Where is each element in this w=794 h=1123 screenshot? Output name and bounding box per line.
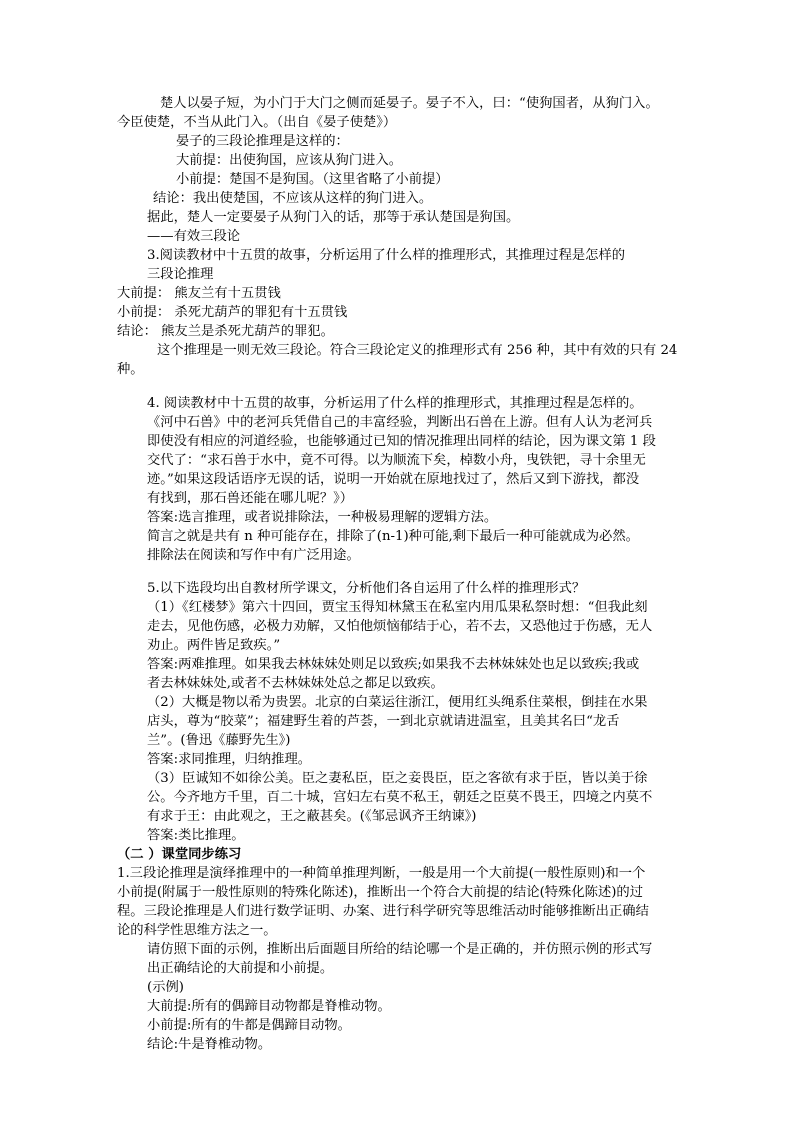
text-line: 这个推理是一则无效三段论。符合三段论定义的推理形式有 256 种，其中有效的只有 24: [157, 343, 678, 358]
text-line: （3）臣诚知不如徐公美。臣之妻私臣，臣之妾畏臣，臣之客欲有求于臣，皆以美于徐: [147, 771, 648, 786]
answer: 答案:类比推理。: [147, 828, 245, 843]
answer: 答案:求同推理，归纳推理。: [147, 752, 312, 767]
minor-premise: 小前提： 杀死尤葫芦的罪犯有十五贯钱: [117, 305, 348, 320]
text-line: 《河中石兽》中的老河兵凭借自己的丰富经验，判断出石兽在上游。但有人认为老河兵: [147, 415, 653, 430]
conclusion: 结论：我出使楚国，不应该从这样的狗门进入。: [153, 191, 433, 206]
answer: 答案:选言推理，或者说排除法，一种极易理解的逻辑方法。: [147, 510, 498, 525]
text-line: 简言之就是共有 n 种可能存在，排除了(n-1)种可能,剩下最后一种可能就成为必然。: [147, 529, 639, 544]
text-line: 走去，见他伤感，必极力劝解，又怕他烦恼郁结于心，若不去，又恐他过于伤感，无人: [147, 619, 653, 634]
text-line: 楚人以晏子短，为小门于大门之侧而延晏子。晏子不入，曰：“使狗国者，从狗门入。: [160, 96, 659, 111]
text-line: 小前提(附属于一般性原则的特殊化陈述)，推断出一个符合大前提的结论(特殊化陈述)的过: [117, 885, 644, 900]
question-4: 4. 阅读教材中十五贯的故事，分析运用了什么样的推理形式，其推理过程是怎样的。: [147, 396, 643, 411]
text-line: 据此，楚人一定要晏子从狗门入的话，那等于承认楚国是狗国。: [147, 210, 520, 225]
major-premise: 大前提：出使狗国，应该从狗门进入。: [176, 153, 403, 168]
conclusion: 结论:牛是脊椎动物。: [147, 1037, 272, 1052]
text-line: 请仿照下面的示例，推断出后面题目所给的结论哪一个是正确的，并仿照示例的形式写: [147, 942, 653, 957]
text-line: 有求于王：由此观之，王之蔽甚矣。(《邹忌讽齐王纳谏》): [147, 809, 477, 824]
text-line: 公。今齐地方千里，百二十城，宫妇左右莫不私王，朝廷之臣莫不畏王，四境之内莫不: [147, 790, 653, 805]
text-line: 迹。”如果这段话语序无误的话，说明一开始就在原地找过了，然后又到下游找，都没: [147, 472, 640, 487]
answer: 答案:两难推理。如果我去林妹妹处则足以致疾;如果我不去林妹妹处也足以致疾;我或: [147, 657, 640, 672]
text-line: 即使没有相应的河道经验，也能够通过已知的情况推理出同样的结论，因为课文第 1 段: [147, 434, 656, 449]
question-5: 5.以下选段均出自教材所学课文，分析他们各自运用了什么样的推理形式？: [147, 581, 586, 596]
text-line: （1）《红楼梦》第六十四回，贾宝玉得知林黛玉在私室内用瓜果私祭时想：“但我此刻: [147, 600, 648, 615]
text-line: 兰”。(鲁迅《藤野先生》): [147, 733, 291, 748]
text-line: ——有效三段论: [147, 229, 241, 244]
major-premise: 大前提:所有的偶蹄目动物都是脊椎动物。: [147, 999, 391, 1014]
major-premise: 大前提： 熊友兰有十五贯钱: [117, 286, 281, 301]
text-line: 三段论推理: [147, 267, 214, 282]
text-line: 程。三段论推理是人们进行数学证明、办案、进行科学研究等思维活动时能够推断出正确结: [117, 904, 649, 919]
text-line: 今臣使楚，不当从此门入。（出自《晏子使楚》）: [117, 115, 397, 130]
minor-premise: 小前提:所有的牛都是偶蹄目动物。: [147, 1018, 351, 1033]
text-line: （2）大概是物以希为贵罢。北京的白菜运往浙江，便用红头绳系住菜根，倒挂在水果: [147, 695, 648, 710]
text-line: 论的科学性思维方法之一。: [117, 923, 277, 938]
section-heading: （二 ）课堂同步练习: [117, 847, 242, 862]
text-line: 交代了：“求石兽于水中，竟不可得。以为顺流下矣，棹数小舟，曳铁钯，寻十余里无: [147, 453, 646, 468]
question-3: 3.阅读教材中十五贯的故事，分析运用了什么样的推理形式，其推理过程是怎样的: [147, 248, 626, 263]
minor-premise: 小前提：楚国不是狗国。（这里省略了小前提）: [176, 172, 449, 187]
text-line: 晏子的三段论推理是这样的：: [176, 134, 349, 149]
text-line: 出正确结论的大前提和小前提。: [147, 961, 334, 976]
text-line: 有找到，那石兽还能在哪儿呢？》）: [147, 491, 354, 506]
example-label: (示例): [147, 980, 184, 995]
text-line: 店头，尊为“胶菜”；福建野生着的芦荟，一到北京就请进温室，且美其名曰“龙舌: [147, 714, 620, 729]
text-line: 劝止。两件皆足致疾。”: [147, 638, 281, 653]
exercise-1: 1.三段论推理是演绎推理中的一种简单推理判断，一般是用一个大前提(一般性原则)和一个: [117, 866, 646, 881]
text-line: 种。: [117, 362, 144, 377]
conclusion: 结论： 熊友兰是杀死尤葫芦的罪犯。: [117, 324, 334, 339]
text-line: 排除法在阅读和写作中有广泛用途。: [147, 548, 360, 563]
text-line: 者去林妹妹处,或者不去林妹妹处总之都足以致疾。: [147, 676, 444, 691]
